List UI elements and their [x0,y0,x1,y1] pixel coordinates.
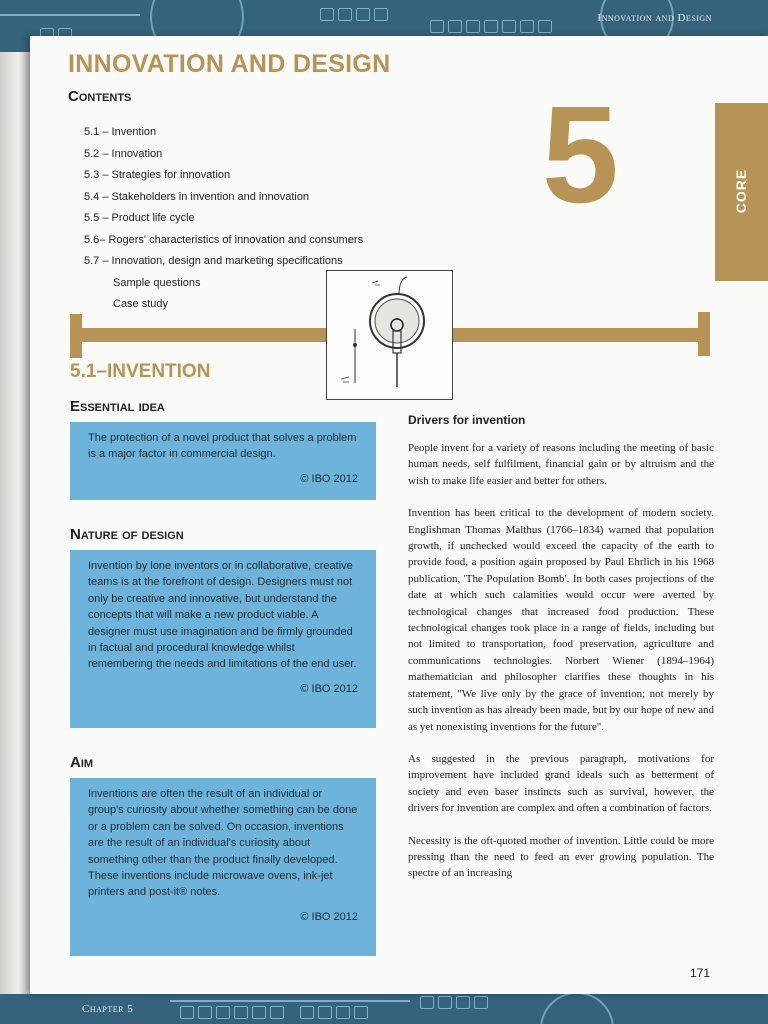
body-paragraph: People invent for a variety of reasons including the meeting of basic human needs, self fulfilment, financial gain or by altruism and the wish to make life easier and better for others. [408,442,714,487]
table-of-contents [84,122,363,316]
body-paragraph: Necessity is the oft-quoted mother of invention. Little could be more pressing than the need to feed an ever growing population. The spectre of an increasing [408,834,714,880]
page-number: 171 [690,966,711,980]
toc-item: 5.3 – Strategies for innovation [84,169,231,181]
drivers-heading: Drivers for invention [408,413,526,427]
inventor-illustration [326,270,453,400]
aim-heading: Aim [70,754,94,771]
divider-cap [70,314,82,358]
left-page-edge [0,52,30,994]
aim-box [70,778,376,956]
toc-item: Case study [113,298,169,310]
section-title: 5.1–INVENTION [70,361,211,382]
body-paragraph: As suggested in the previous paragraph, motivations for improvement have included grand ideals such as betterment of society and even baser instincts such as survival, however, the drivers for invention are complex and often a combination of factors. [408,752,714,815]
ibo-credit: © IBO 2012 [300,682,358,695]
toc-item: 5.5 – Product life cycle [84,212,195,224]
chapter-number: 5 [542,78,619,232]
ibo-credit: © IBO 2012 [300,472,358,485]
essential-idea-text: The protection of a novel product that solves a problem is a major factor in commercial design. [88,432,357,461]
toc-item: 5.1 – Invention [84,126,157,138]
footer-band [0,990,768,1024]
divider-bar [70,328,330,342]
ibo-credit: © IBO 2012 [300,910,358,923]
toc-item: 5.2 – Innovation [84,147,163,160]
chapter-footer: Chapter 5 [82,1003,134,1015]
running-head: Innovation and Design [597,12,712,24]
contents-heading: Contents [68,88,132,105]
core-tab [715,103,768,281]
divider-bar [450,328,706,342]
nature-of-design-text: Invention by lone inventors or in collaborative, creative teams is at the forefront of design. Designers must not only be creative and innovative, but understand the concepts that will make a new product viable. A designer must use imagination and be firmly grounded in factual and procedural knowledge whilst remembering the needs and limitations of the end user. [88,560,357,671]
toc-item: 5.7 – Innovation, design and marketing specifications [84,255,343,267]
divider-cap [698,312,710,356]
essential-idea-box [70,422,376,500]
page-title: INNOVATION AND DESIGN [68,50,391,78]
book-page [30,36,768,994]
nature-of-design-heading: Nature of design [70,526,184,543]
core-label: CORE [733,168,749,214]
drivers-body [408,440,714,898]
nature-of-design-box [70,550,376,728]
essential-idea-heading: Essential idea [70,398,165,415]
toc-item: 5.6– Rogers' characteristics of innovation and consumers [84,233,364,246]
aim-text: Inventions are often the result of an individual or group's curiosity about whether something can be done or a problem can be solved. On occasion, inventions are the result of an individual's curiosity about something other than the product finally developed. These inventions include microwave ovens, ink-jet printers and post-it® notes. [88,788,358,899]
toc-item: 5.4 – Stakeholders in invention and innovation [84,190,310,203]
body-paragraph: Invention has been critical to the development of modern society. Englishman Thomas Malthus (1766–1834) warned that population growth, if unchecked would exceed the capacity of the earth to provide food, a position again proposed by Paul Ehrlich in his 1968 publication, 'The Population Bomb'. In both cases projections of the date at which such calamities would occur were averted by technological changes that increased food production. These technological changes took place in a range of fields, including but not limited to transportation, food preservation, agriculture and communications technologies. Norbert Wiener (1894–1964) mathematician and philosopher clarifies these thoughts in his statement, "We live only by the grace of invention; not merely by such invention as has already been made, but by our hope of new and as yet nonexisting inventions for the future". [408,507,714,733]
toc-item: Sample questions [113,276,201,289]
